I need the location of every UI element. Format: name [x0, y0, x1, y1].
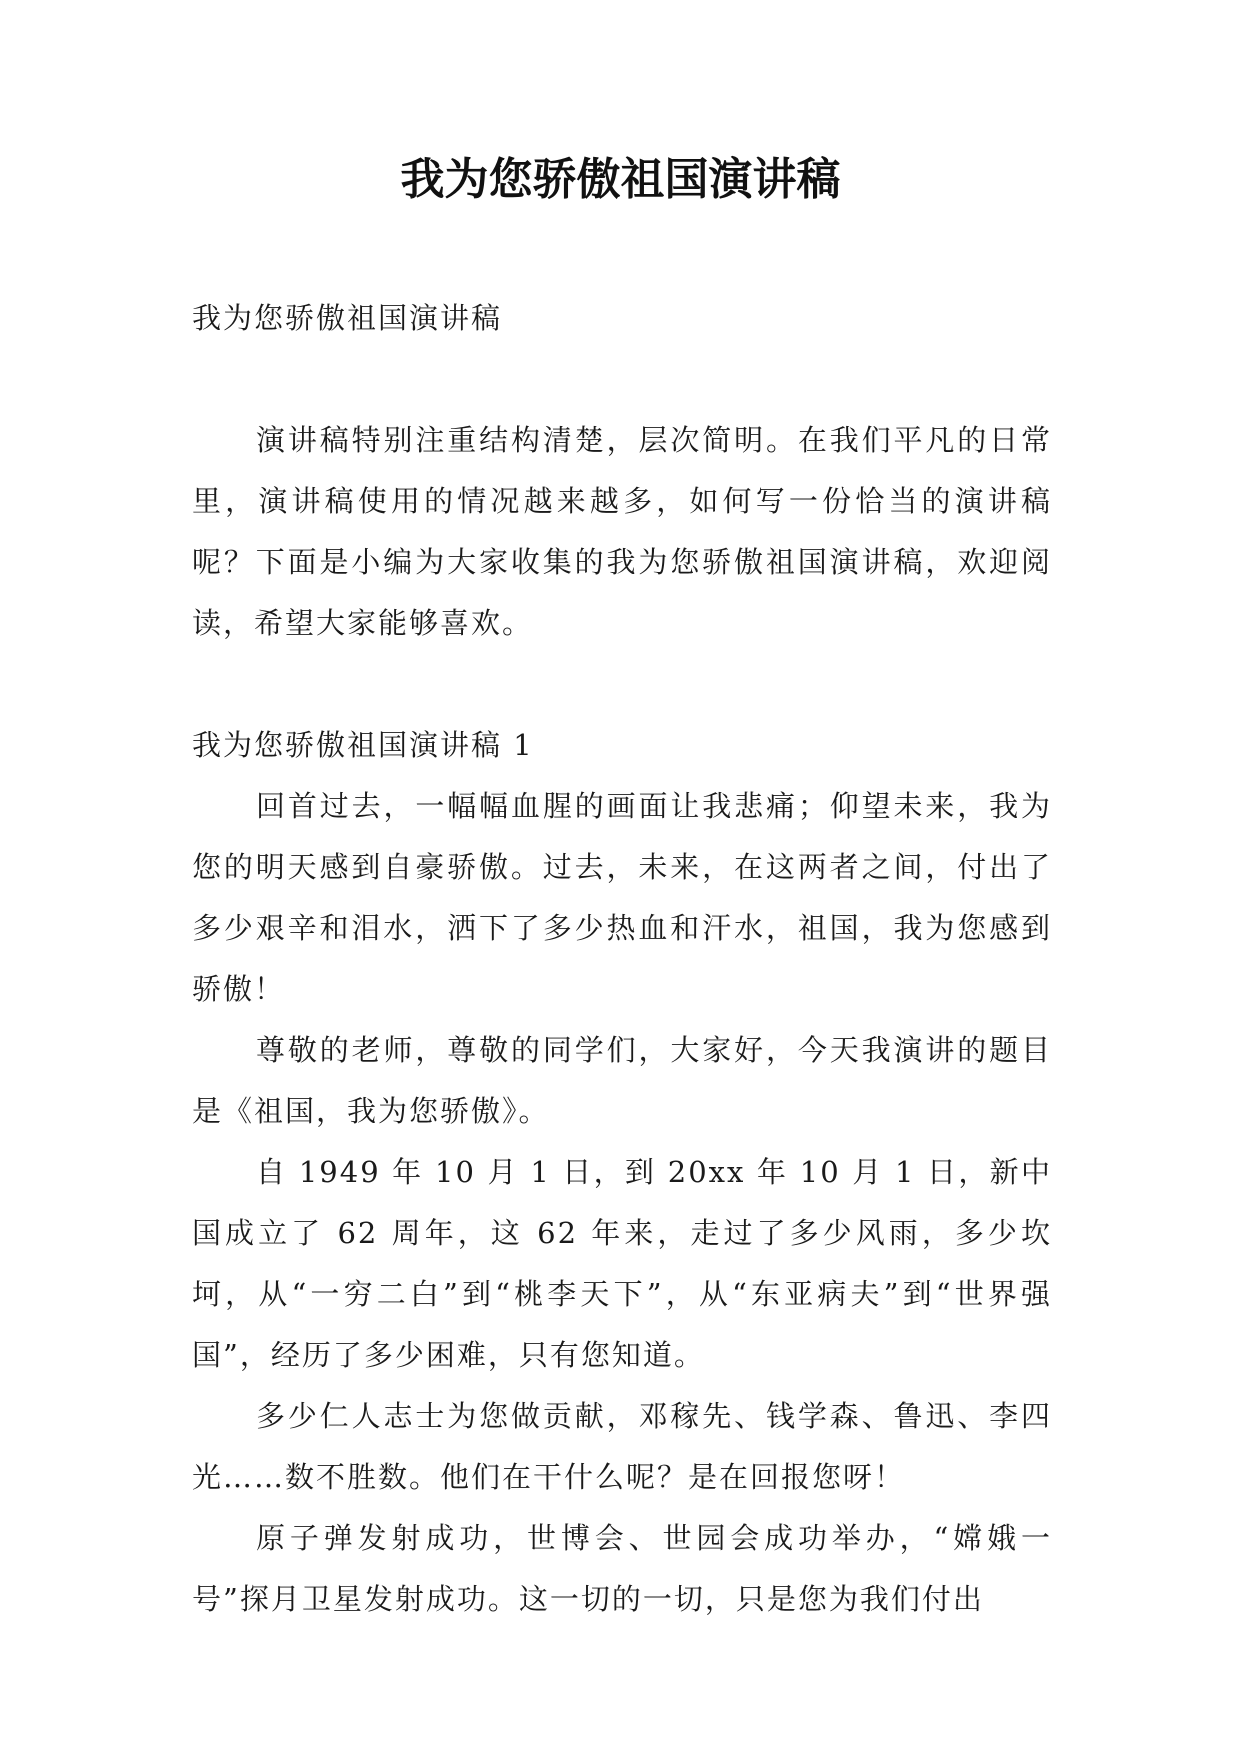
- intro-paragraph: 演讲稿特别注重结构清楚，层次简明。在我们平凡的日常里，演讲稿使用的情况越来越多，如何写一份恰当的演讲稿呢？下面是小编为大家收集的我为您骄傲祖国演讲稿，欢迎阅读，希望大家能够喜欢。: [192, 423, 1052, 640]
- body-paragraph: 尊敬的老师，尊敬的同学们，大家好，今天我演讲的题目是《祖国，我为您骄傲》。: [192, 1033, 1052, 1128]
- spacer: [192, 654, 1052, 715]
- document-subtitle: 我为您骄傲祖国演讲稿: [192, 301, 503, 335]
- document-body: [192, 288, 1052, 1630]
- spacer: [192, 349, 1052, 410]
- body-paragraph: 原子弹发射成功，世博会、世园会成功举办，“嫦娥一号”探月卫星发射成功。这一切的一切，只是您为我们付出: [192, 1521, 1052, 1616]
- body-paragraph: 回首过去，一幅幅血腥的画面让我悲痛；仰望未来，我为您的明天感到自豪骄傲。过去，未来，在这两者之间，付出了多少艰辛和泪水，洒下了多少热血和汗水，祖国，我为您感到骄傲！: [192, 789, 1052, 1006]
- document-title: 我为您骄傲祖国演讲稿: [400, 154, 841, 205]
- body-paragraph: 多少仁人志士为您做贡献，邓稼先、钱学森、鲁迅、李四光……数不胜数。他们在干什么呢？是在回报您呀！: [192, 1399, 1052, 1494]
- section-heading: 我为您骄傲祖国演讲稿 1: [192, 728, 534, 762]
- body-paragraph: 自 1949 年 10 月 1 日，到 20xx 年 10 月 1 日，新中国成立了 62 周年，这 62 年来，走过了多少风雨，多少坎坷，从“一穷二白”到“桃李天下”，从“东亚病夫”到“世界强国”，经历了多少困难，只有您知道。: [192, 1155, 1052, 1372]
